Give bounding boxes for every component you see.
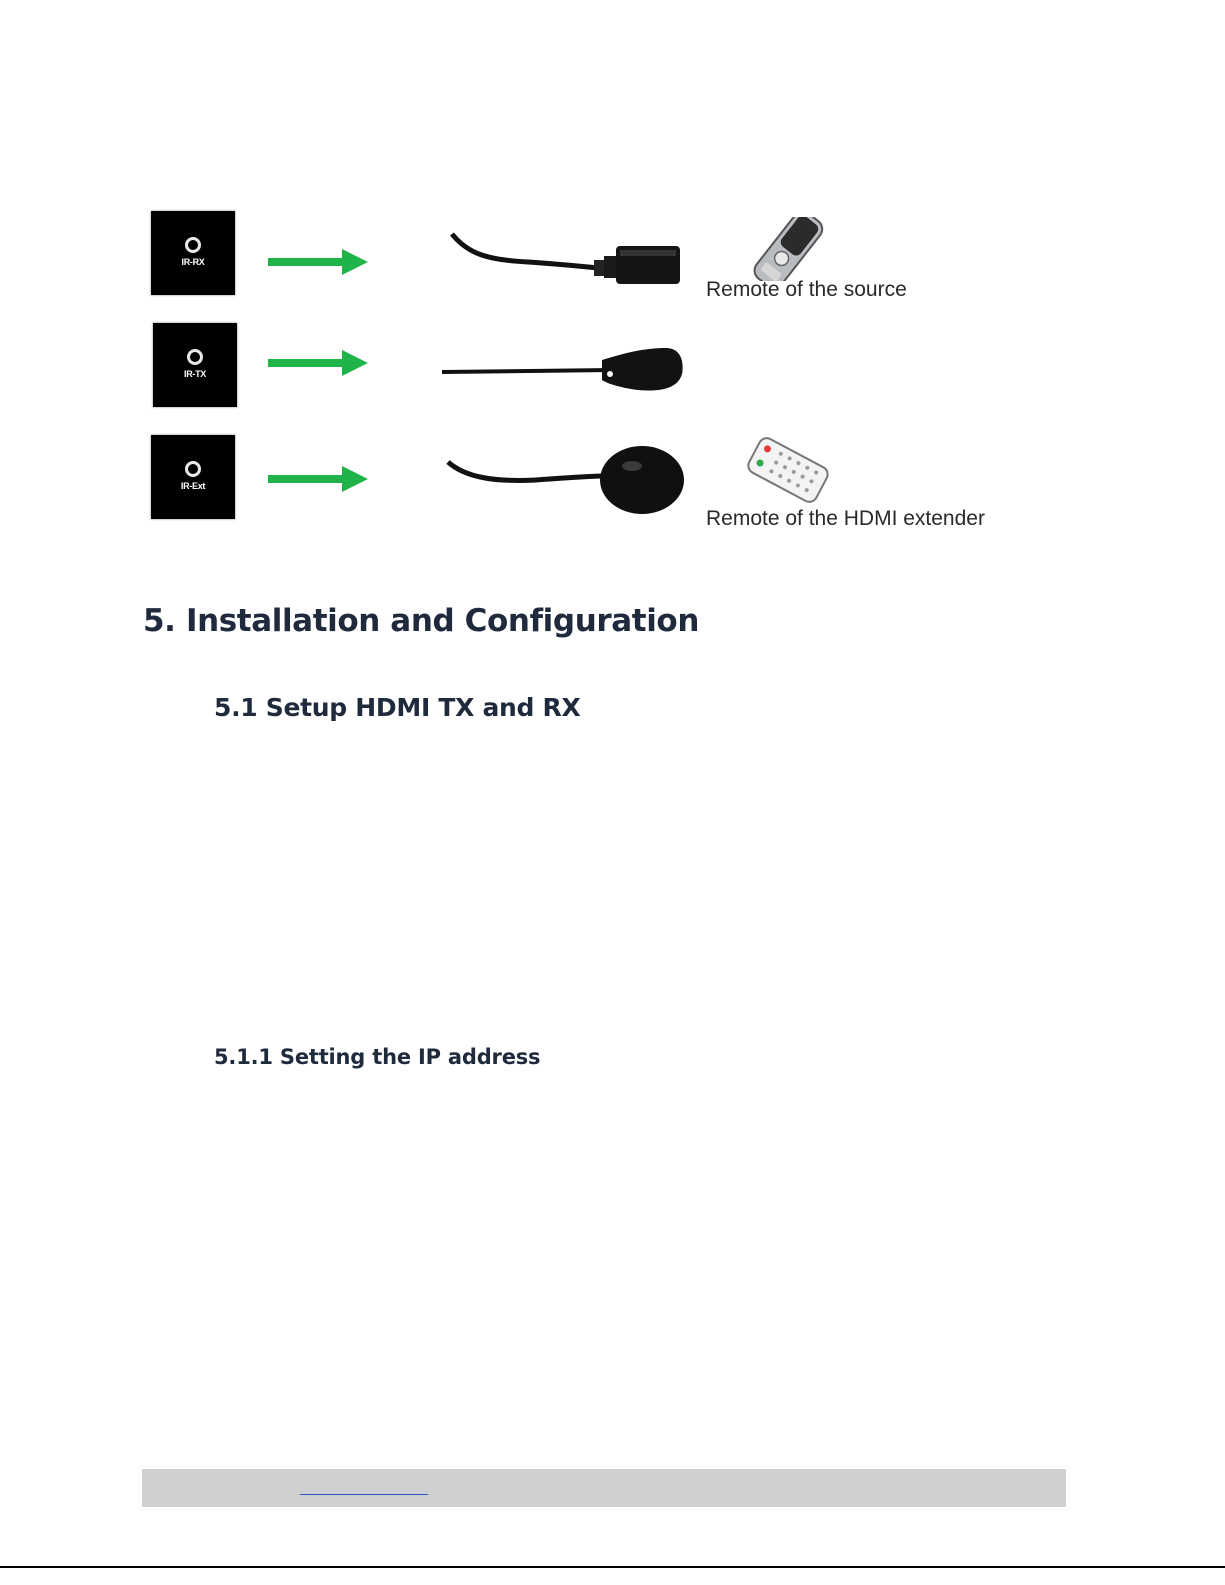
source-remote-icon xyxy=(743,217,835,281)
subsubsection-heading: 5.1.1 Setting the IP address xyxy=(214,1045,541,1069)
ir-tx-port xyxy=(153,323,237,407)
port-label: IR-Ext xyxy=(180,481,206,491)
section-heading: 5. Installation and Configuration xyxy=(143,603,699,639)
jack-icon xyxy=(185,461,201,477)
ir-ext-port xyxy=(151,435,235,519)
ir-eye-sensor-icon xyxy=(446,442,688,518)
footer-bar xyxy=(142,1469,1066,1507)
caption-remote-extender: Remote of the HDMI extender xyxy=(706,507,985,530)
subsection-heading: 5.1 Setup HDMI TX and RX xyxy=(214,693,581,722)
jack-icon xyxy=(187,349,203,365)
ir-rx-port xyxy=(151,211,235,295)
extender-remote-icon xyxy=(744,437,832,503)
page-bottom-border xyxy=(0,1566,1225,1568)
jack-icon xyxy=(185,237,201,253)
ir-emitter-cable-icon xyxy=(442,344,686,396)
ir-receiver-cable-icon xyxy=(448,226,684,300)
port-label: IR-TX xyxy=(184,369,206,379)
green-arrow-icon xyxy=(268,247,370,277)
footer-link[interactable] xyxy=(300,1494,428,1495)
green-arrow-icon xyxy=(268,464,370,494)
port-label: IR-RX xyxy=(181,257,205,267)
green-arrow-icon xyxy=(268,348,370,378)
caption-remote-source: Remote of the source xyxy=(706,278,907,301)
